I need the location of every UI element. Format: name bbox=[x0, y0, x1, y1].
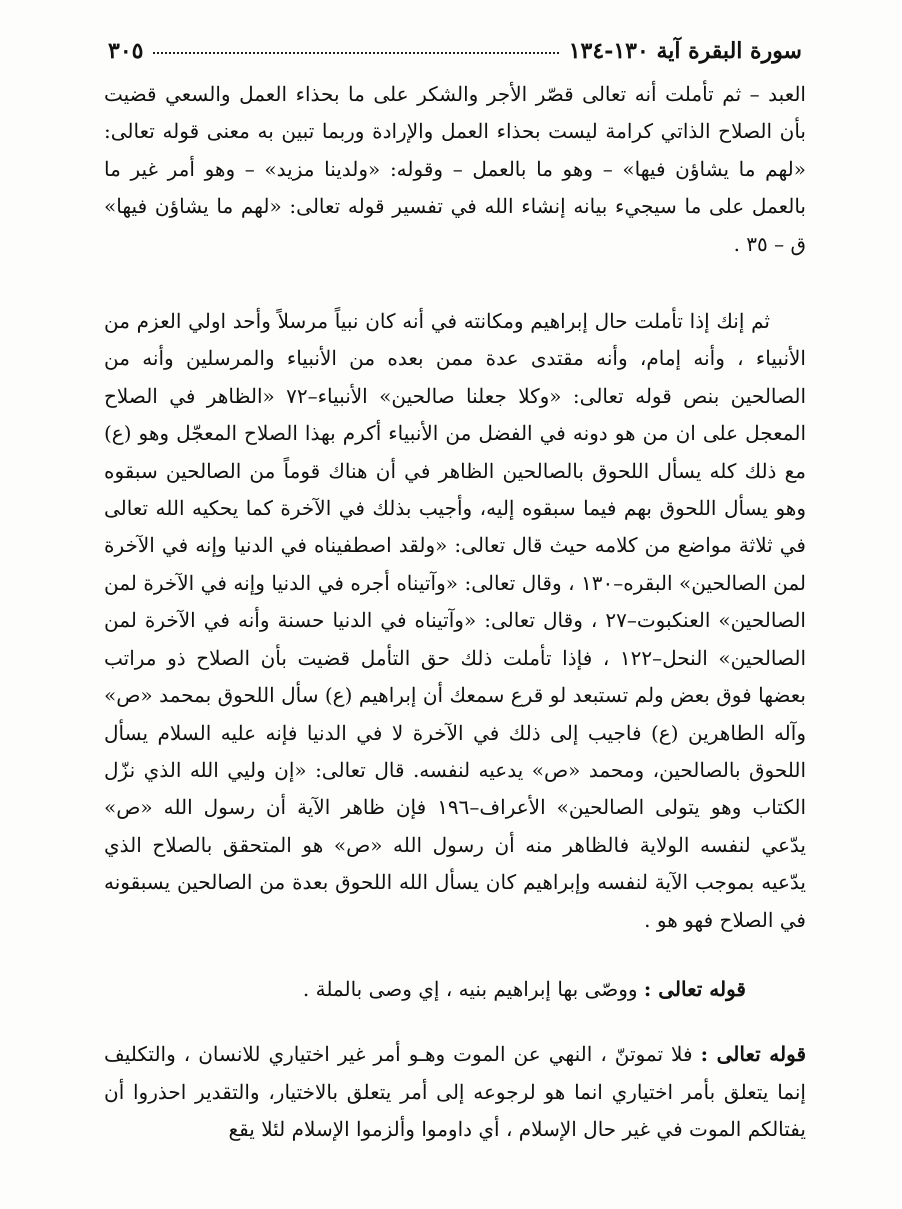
paragraph: ثم إنك إذا تأملت حال إبراهيم ومكانته في أنه كان نبياً مرسلاً وأحد اولي العزم من الأنبياء ، وأنه إمام، وأنه مقتدى عدة ممن بعده من الأنبياء والمرسلين وأنه من الصالحين بنص قوله تعالى: «وكلا جعلنا صالحين» الأنبياء–٧٢ «الظاهر في الصلاح المعجل على ان من هو دونه في الفضل من الأنبياء أكرم بهذا الصلاح المعجّل وهو (ع) مع ذلك كله يسأل اللحوق بالصالحين الظاهر في أن هناك قوماً من الصالحين سبقوه وهو يسأل اللحوق بهم فيما سبقوه إليه، وأجيب بذلك في الآخرة كما يحكيه الله تعالى في ثلاثة مواضع من كلامه حيث قال تعالى: «ولقد اصطفيناه في الدنيا وإنه في الآخرة لمن الصالحين» البقره–١٣٠ ، وقال تعالى: «وآتيناه أجره في الدنيا وإنه في الآخرة لمن الصالحين» العنكبوت–٢٧ ، وقال تعالى: «وآتيناه في الدنيا حسنة وأنه في الآخرة لمن الصالحين» النحل–١٢٢ ، فإذا تأملت ذلك حق التأمل قضيت بأن الصلاح ذو مراتب بعضها فوق بعض ولم تستبعد لو قرع سمعك أن إبراهيم (ع) سأل اللحوق بمحمد «ص» وآله الطاهرين (ع) فاجيب إلى ذلك في الآخرة لا في الدنيا فإنه عليه السلام يسأل اللحوق بالصالحين، ومحمد «ص» يدعيه لنفسه. قال تعالى: «إن وليي الله الذي نزّل الكتاب وهو يتولى الصالحين» الأعراف–١٩٦ فإن ظاهر الآية أن رسول الله «ص» يدّعي لنفسه الولاية فالظاهر منه أن رسول الله «ص» هو المتحقق بالصلاح الذي يدّعيه بموجب الآية لنفسه وإبراهيم كان يسأل الله اللحوق بعدة من الصالحين يسبقونه في الصلاح فهو هو . bbox=[104, 309, 807, 932]
verse-label: قوله تعالى : bbox=[643, 976, 746, 1001]
dotted-leader bbox=[153, 52, 558, 54]
verse-commentary bbox=[104, 971, 806, 1008]
running-title: سورة البقرة آية ١٣٠-١٣٤ bbox=[568, 38, 802, 64]
verse-text: ووصّى بها إبراهيم بنيه ، إي وصى بالملة . bbox=[302, 976, 638, 1001]
verse-label: قوله تعالى : bbox=[700, 1042, 807, 1067]
page-body bbox=[104, 76, 806, 1149]
paragraph: العبد – ثم تأملت أنه تعالى قصّر الأجر والشكر على ما بحذاء العمل والسعي قضيت بأن الصلاح الذاتي كرامة ليست بحذاء العمل والإرادة وربما تبين به معنى قوله تعالى: «لهم ما يشاؤن فيها» – وهو ما بالعمل – وقوله: «ولدينا مزيد» – وهو أمر غير ما بالعمل على ما سيجيء بيانه إنشاء الله في تفسير قوله تعالى: «لهم ما يشاؤن فيها» ق – ٣٥ . bbox=[104, 82, 806, 256]
verse-commentary bbox=[104, 1036, 806, 1148]
page-header bbox=[108, 34, 802, 68]
page-number: ٣٠٥ bbox=[108, 38, 144, 64]
verse-text: فلا تموتنّ ، النهي عن الموت وهـو أمر غير اختياري للانسان ، والتكليف إنما يتعلق بأمر اختياري انما هو لرجوعه إلى أمر يتعلق بالاختيار، والتقدير احذروا أن يفتالكم الموت في غير حال الإسلام ، أي داوموا وألزموا الإسلام لئلا يقع bbox=[104, 1042, 806, 1142]
